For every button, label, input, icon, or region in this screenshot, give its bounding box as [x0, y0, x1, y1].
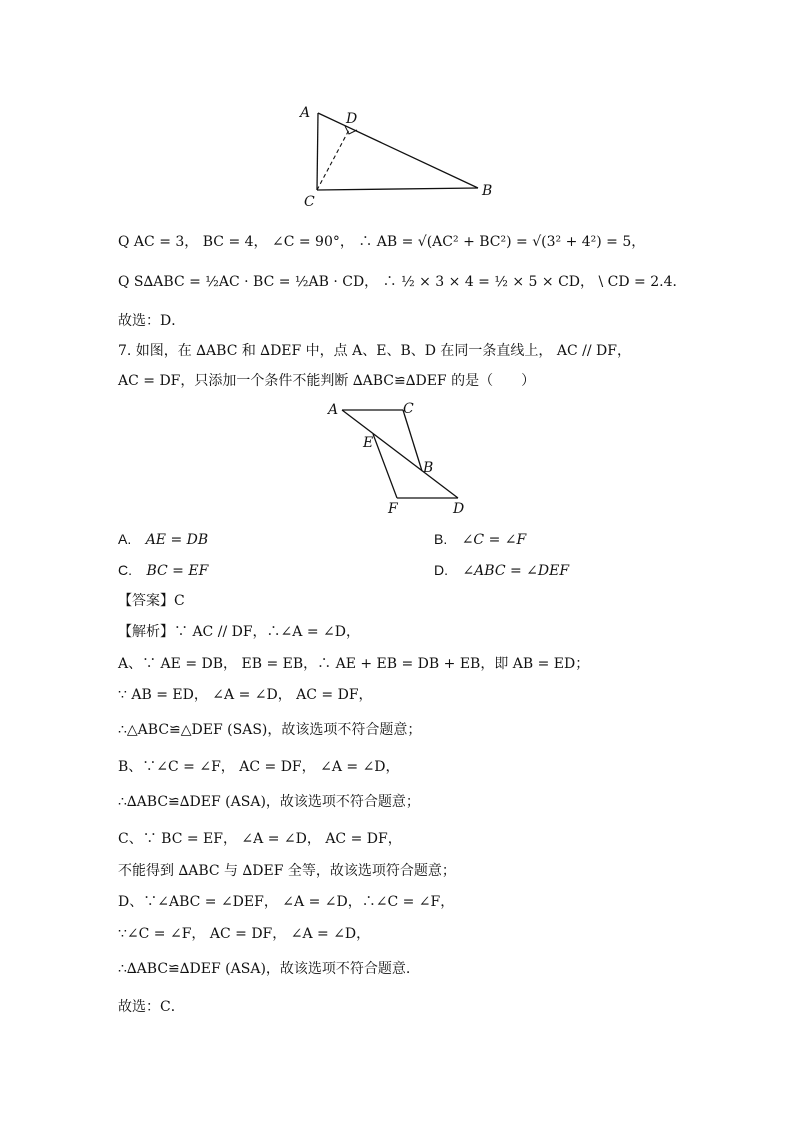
triangle-figure-2 [325, 398, 475, 520]
label-D: D [346, 111, 358, 127]
analysis-line: A、∵ AE = DB， EB = EB，∴ AE + EB = DB + EB，即 AB = ED； [118, 656, 590, 672]
analysis-line: ∵∠C = ∠F， AC = DF， ∠A = ∠D， [118, 926, 371, 942]
analysis-line: 【解析】∵ AC // DF，∴∠A = ∠D， [118, 624, 360, 640]
option-b [434, 529, 526, 550]
label-E: E [363, 435, 374, 451]
analysis-line: ∴∆ABC≌∆DEF (ASA)，故该选项不符合题意. [118, 961, 411, 977]
option-c-text: BC = EF [146, 563, 209, 579]
analysis-line: C、∵ BC = EF， ∠A = ∠D， AC = DF， [118, 831, 402, 847]
option-b-letter: B. [434, 531, 448, 547]
option-c-letter: C. [118, 562, 132, 578]
analysis-line: B、∵∠C = ∠F， AC = DF， ∠A = ∠D， [118, 759, 400, 775]
label-D: D [453, 501, 465, 517]
analysis-line: ∵ AB = ED， ∠A = ∠D， AC = DF， [118, 687, 373, 703]
label-C: C [403, 401, 414, 417]
triangle-figure-1 [290, 98, 500, 213]
solution6-line-2: Q S∆ABC = ½AC · BC = ½AB · CD， ∴ ½ × 3 × 4 = ½ × 5 × CD， \ CD = 2.4． [118, 274, 687, 290]
solution6-conclusion: 故选：D． [118, 313, 186, 329]
label-B: B [482, 183, 493, 199]
answer: 【答案】C [118, 593, 185, 609]
option-a-text: AE = DB [145, 532, 209, 548]
analysis-line: ∴∆ABC≌∆DEF (ASA)，故该选项不符合题意； [118, 794, 420, 810]
label-F: F [388, 501, 398, 517]
option-d-text: ∠ABC = ∠DEF [462, 563, 570, 579]
option-a [118, 529, 208, 550]
option-b-text: ∠C = ∠F [461, 532, 527, 548]
question7-stem-1: 7. 如图，在 ∆ABC 和 ∆DEF 中，点 A、E、B、D 在同一条直线上， AC // DF， [118, 343, 631, 359]
analysis-line: 不能得到 ∆ABC 与 ∆DEF 全等，故该选项符合题意； [118, 863, 456, 879]
analysis-line: D、∵∠ABC = ∠DEF， ∠A = ∠D，∴∠C = ∠F， [118, 894, 455, 910]
solution6-line-1: Q AC = 3， BC = 4， ∠C = 90°， ∴ AB = √(AC² + BC²) = √(3² + 4²) = 5， [118, 234, 646, 250]
label-A: A [328, 402, 339, 418]
question7-stem-2: AC = DF，只添加一个条件不能判断 ∆ABC≌∆DEF 的是（ ） [118, 373, 536, 389]
label-B: B [423, 460, 434, 476]
label-A: A [300, 105, 311, 121]
option-a-letter: A. [118, 531, 132, 547]
analysis-line: 故选：C． [118, 999, 185, 1015]
option-d-letter: D. [434, 562, 448, 578]
analysis-line: ∴△ABC≌△DEF (SAS)，故该选项不符合题意； [118, 722, 422, 738]
option-d [434, 560, 569, 581]
label-C: C [304, 194, 315, 210]
option-c [118, 560, 208, 581]
